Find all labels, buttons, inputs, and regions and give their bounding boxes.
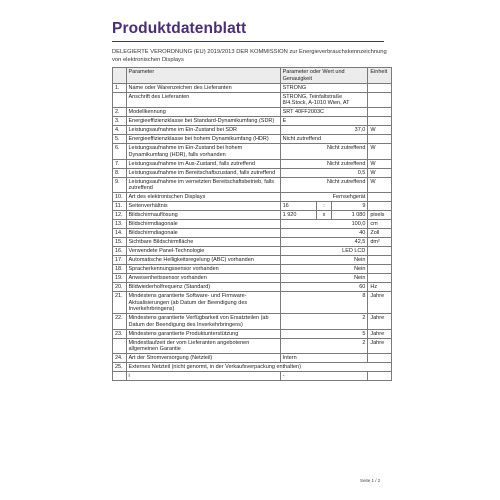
table-row	[113, 338, 392, 354]
row-parameter: Automatische Helligkeitsregelung (ABC) vorhanden	[126, 256, 280, 265]
row-value-part: 1 920	[281, 211, 317, 219]
row-unit: W	[368, 126, 392, 135]
row-parameter: Spracherkennungssensor vorhanden	[126, 265, 280, 274]
row-unit: W	[368, 159, 392, 168]
row-unit: Jahre	[368, 329, 392, 338]
row-number: 22.	[113, 314, 127, 330]
row-unit	[368, 117, 392, 126]
table-row	[113, 238, 392, 247]
table-row	[113, 83, 392, 92]
row-unit	[368, 265, 392, 274]
table-row	[113, 108, 392, 117]
row-parameter: Anwesenheitssensor vorhanden	[126, 274, 280, 283]
row-unit	[368, 372, 392, 381]
row-number: 7.	[113, 159, 127, 168]
row-number: 19.	[113, 274, 127, 283]
row-value: Nicht zutreffend	[280, 177, 368, 193]
row-value: 2	[280, 338, 368, 354]
row-value: 5	[280, 329, 368, 338]
row-value: 100,0	[280, 220, 368, 229]
table-row	[113, 229, 392, 238]
row-number	[113, 92, 127, 108]
row-unit	[368, 354, 392, 363]
row-value: 60	[280, 283, 368, 292]
row-parameter: Leistungsaufnahme im Ein-Zustand bei hohem Dynamikumfang (HDR), falls vorhanden	[126, 144, 280, 160]
page-title: Produktdatenblatt	[112, 20, 247, 37]
row-value-part: x	[317, 211, 332, 219]
row-unit: dm²	[368, 238, 392, 247]
header-unit: Einheit	[368, 68, 392, 84]
table-row	[113, 168, 392, 177]
row-number: 25.	[113, 363, 127, 372]
row-unit: Jahre	[368, 338, 392, 354]
row-number	[113, 338, 127, 354]
row-parameter: Mindestens garantierte Produktunterstützung	[126, 329, 280, 338]
row-parameter: Name oder Warenzeichen des Lieferanten	[126, 83, 280, 92]
row-value: 8	[280, 292, 368, 314]
table-row	[113, 126, 392, 135]
row-parameter: Leistungsaufnahme im Aus-Zustand, falls zutreffend	[126, 159, 280, 168]
row-unit: Hz	[368, 283, 392, 292]
row-parameter: Energieeffizienzklasse bei Standard-Dynamikumfang (SDR)	[126, 117, 280, 126]
row-value: STRONG, Teinfaltstraße 8/4.Stock, A-1010 Wien, AT	[280, 92, 368, 108]
row-value: E	[280, 117, 368, 126]
row-unit	[368, 202, 392, 211]
row-value: -	[280, 372, 368, 381]
row-parameter: Bildschirmdiagonale	[126, 220, 280, 229]
row-value-part: 1 080	[351, 212, 366, 218]
header-number	[113, 68, 127, 84]
row-unit: cm	[368, 220, 392, 229]
row-parameter: Bildschirmauflösung	[126, 211, 280, 220]
table-row	[113, 354, 392, 363]
row-parameter: Energieeffizienzklasse bei hohem Dynamikumfang (HDR)	[126, 135, 280, 144]
row-number: 8.	[113, 168, 127, 177]
table-row	[113, 314, 392, 330]
row-number: 16.	[113, 247, 127, 256]
table-row	[113, 220, 392, 229]
row-value: Fernsehgerät	[280, 193, 368, 202]
row-parameter: Anschrift des Lieferanten	[126, 92, 280, 108]
row-parameter: Sichtbare Bildschirmfläche	[126, 238, 280, 247]
table-row	[113, 144, 392, 160]
row-unit: Jahre	[368, 292, 392, 314]
row-number: 14.	[113, 229, 127, 238]
regulation-intro: DELEGIERTE VERORDNUNG (EU) 2019/2013 DER KOMMISSION zur Energieverbrauchskennzeichnung von elektronischen Displays	[112, 49, 387, 63]
row-value: STRONG	[280, 83, 368, 92]
row-parameter: Art des elektronischen Displays	[126, 193, 280, 202]
row-number: 1.	[113, 83, 127, 92]
row-number: 18.	[113, 265, 127, 274]
row-parameter: Art der Stromversorgung (Netzteil)	[126, 354, 280, 363]
row-unit: pixels	[368, 211, 392, 220]
row-parameter: Leistungsaufnahme im vernetzten Bereitschaftsbetrieb, falls zutreffend	[126, 177, 280, 193]
table-row	[113, 92, 392, 108]
table-row	[113, 159, 392, 168]
table-row	[113, 265, 392, 274]
table-header-row	[113, 68, 392, 84]
table-row	[113, 292, 392, 314]
row-parameter: Bildschirmdiagonale	[126, 229, 280, 238]
table-row	[113, 177, 392, 193]
row-number: 24.	[113, 354, 127, 363]
row-unit	[368, 135, 392, 144]
row-number: 23.	[113, 329, 127, 338]
row-unit: W	[368, 177, 392, 193]
table-row	[113, 202, 392, 211]
row-parameter: Externes Netzteil (nicht genormt, in der Verkaufsverpackung enthalten)	[126, 363, 392, 372]
row-value: 37,0	[280, 126, 368, 135]
row-number: 6.	[113, 144, 127, 160]
row-value	[280, 202, 368, 211]
row-unit: W	[368, 144, 392, 160]
row-value: Nicht zutreffend	[280, 144, 368, 160]
header-parameter: Parameter	[126, 68, 280, 84]
row-parameter: Seitenverhältnis	[126, 202, 280, 211]
row-parameter: Modellkennung	[126, 108, 280, 117]
row-number: 5.	[113, 135, 127, 144]
table-row	[113, 135, 392, 144]
row-unit	[368, 108, 392, 117]
table-row	[113, 256, 392, 265]
row-value: LED LCD	[280, 247, 368, 256]
table-row	[113, 117, 392, 126]
row-number: 4.	[113, 126, 127, 135]
row-parameter: Leistungsaufnahme im Ein-Zustand bei SDR	[126, 126, 280, 135]
row-value: 2	[280, 314, 368, 330]
data-table	[112, 67, 392, 381]
row-parameter: i	[126, 372, 280, 381]
table-row	[113, 283, 392, 292]
row-unit	[368, 193, 392, 202]
row-number: 20.	[113, 283, 127, 292]
table-row	[113, 329, 392, 338]
row-number: 11.	[113, 202, 127, 211]
table-row	[113, 247, 392, 256]
row-value: 0,5	[280, 168, 368, 177]
row-unit	[368, 247, 392, 256]
row-value: 40	[280, 229, 368, 238]
row-parameter: Mindestens garantierte Verfügbarkeit von Ersatzteilen (ab Datum der Beendigung des Inverkehrbringens)	[126, 314, 280, 330]
table-row	[113, 363, 392, 372]
row-number: 13.	[113, 220, 127, 229]
row-parameter: Mindestlaufzeit der vom Lieferanten angebotenen allgemeinen Garantie	[126, 338, 280, 354]
row-unit: Jahre	[368, 314, 392, 330]
row-parameter: Mindestens garantierte Software- und Firmware-Aktualisierungen (ab Datum der Beendigung des Inverkehrbringens)	[126, 292, 280, 314]
row-value: SRT 40FF2003C	[280, 108, 368, 117]
row-number: 17.	[113, 256, 127, 265]
row-unit	[368, 83, 392, 92]
row-value-part: :	[317, 202, 332, 210]
row-unit: Zoll	[368, 229, 392, 238]
row-value-part: 9	[362, 203, 366, 209]
table-body	[113, 83, 392, 381]
row-unit	[368, 256, 392, 265]
header-value: Parameter oder Wert und Genauigkeit	[280, 68, 368, 84]
row-number: 2.	[113, 108, 127, 117]
row-value	[280, 211, 368, 220]
table-row	[113, 211, 392, 220]
table-row	[113, 193, 392, 202]
row-number: 21.	[113, 292, 127, 314]
row-number: 10.	[113, 193, 127, 202]
table-row	[113, 274, 392, 283]
row-value: Intern	[280, 354, 368, 363]
table-row	[113, 372, 392, 381]
row-unit: W	[368, 168, 392, 177]
row-number: 3.	[113, 117, 127, 126]
row-unit	[368, 92, 392, 108]
row-parameter: Leistungsaufnahme im Bereitschaftszustand, falls zutreffend	[126, 168, 280, 177]
row-value: Nein	[280, 265, 368, 274]
row-value: 42,5	[280, 238, 368, 247]
title-divider	[112, 41, 384, 42]
row-parameter: Bildwiederholfrequenz (Standard)	[126, 283, 280, 292]
row-number: 15.	[113, 238, 127, 247]
row-parameter: Verwendete Panel-Technologie	[126, 247, 280, 256]
page-number: Seite 1 / 2	[360, 478, 381, 483]
row-value: Nicht zutreffend	[280, 135, 368, 144]
row-number	[113, 372, 127, 381]
row-value: Nein	[280, 274, 368, 283]
row-value: Nicht zutreffend	[280, 159, 368, 168]
row-number: 9.	[113, 177, 127, 193]
row-number: 12.	[113, 211, 127, 220]
row-value: Nein	[280, 256, 368, 265]
row-value-part: 16	[281, 202, 317, 210]
row-unit	[368, 274, 392, 283]
